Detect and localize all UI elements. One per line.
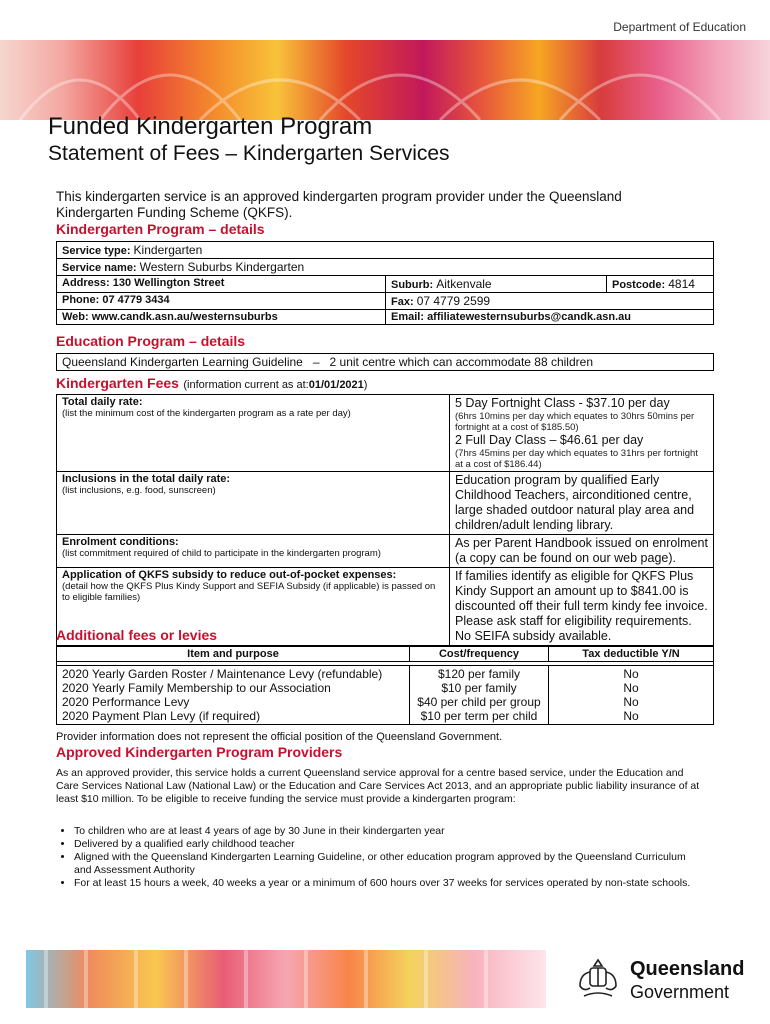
- fax: 07 4779 2599: [416, 294, 491, 308]
- details-section: [56, 241, 714, 325]
- levy-item: 2020 Performance Levy: [62, 695, 190, 709]
- levies-section: [56, 646, 714, 725]
- education-section: [56, 353, 714, 371]
- levy-tax: No: [623, 695, 639, 709]
- fee-note-5day: (6hrs 10mins per day which equates to 30hrs 50mins per fortnight at a cost of $185.50): [455, 411, 695, 433]
- levies-col-tax: Tax deductible Y/N: [549, 647, 714, 662]
- providers-heading: Approved Kindergarten Program Providers: [56, 744, 343, 760]
- providers-list: [56, 825, 706, 890]
- fee-label: Enrolment conditions:: [62, 536, 179, 548]
- fee-value-2day: 2 Full Day Class – $46.61 per day: [455, 433, 644, 447]
- page-subtitle: Statement of Fees – Kindergarten Services: [48, 142, 450, 165]
- fees-note-prefix: (information current as at:: [183, 379, 309, 391]
- provider-bullet: • For at least 15 hours a week, 40 weeks a year or a minimum of 600 hours over 37 weeks for services operated by non-state schools.: [74, 877, 706, 890]
- postcode: 4814: [668, 277, 695, 291]
- fees-heading-row: [56, 375, 367, 393]
- logo-queensland: Queensland: [630, 958, 745, 980]
- levy-tax: No: [623, 681, 639, 695]
- levies-col-cost: Cost/frequency: [410, 647, 549, 662]
- intro-text: This kindergarten service is an approved kindergarten program provider under the Queensland Kindergarten Funding Scheme (QKFS).: [56, 189, 622, 220]
- fee-value-inclusions: Education program by qualified Early Childhood Teachers, airconditioned centre, large shaded outdoor natural play area and children/adult lending library.: [450, 472, 714, 535]
- coat-of-arms-icon: [572, 952, 624, 1004]
- levy-cost: $40 per child per group: [417, 695, 541, 709]
- phone: Phone: 07 4779 3434: [57, 293, 386, 310]
- fees-table: [56, 394, 714, 646]
- levy-cost: $120 per family: [437, 667, 521, 681]
- web: Web: www.candk.asn.au/westernsuburbs: [57, 310, 386, 325]
- fee-label: Application of QKFS subsidy to reduce out-of-pocket expenses:: [62, 569, 397, 581]
- postcode-label: Postcode:: [612, 279, 666, 291]
- suburb-label: Suburb:: [391, 279, 434, 291]
- provider-bullet: • Delivered by a qualified early childhood teacher: [74, 838, 706, 851]
- levy-tax: No: [623, 667, 639, 681]
- service-name: Western Suburbs Kindergarten: [139, 260, 305, 274]
- logo-government: Government: [630, 982, 730, 1002]
- details-table: [56, 241, 714, 325]
- levy-item: 2020 Yearly Family Membership to our Association: [62, 681, 331, 695]
- levy-item: 2020 Yearly Garden Roster / Maintenance Levy (refundable): [62, 667, 383, 681]
- levies-table: [56, 646, 714, 725]
- fee-hint: (list the minimum cost of the kindergarten program as a rate per day): [62, 408, 351, 419]
- service-name-label: Service name:: [62, 262, 137, 274]
- service-type: Kindergarten: [133, 243, 203, 257]
- fees-note-suffix: ): [363, 379, 368, 391]
- levy-cost: $10 per family: [441, 681, 517, 695]
- fee-value-5day: 5 Day Fortnight Class - $37.10 per day: [455, 396, 670, 410]
- education-table: [56, 353, 714, 371]
- provider-bullet: • To children who are at least 4 years of age by 30 June in their kindergarten year: [74, 825, 706, 838]
- fee-hint: (list inclusions, e.g. food, sunscreen): [62, 485, 216, 496]
- fee-note-2day: (7hrs 45mins per day which equates to 31hrs per fortnight at a cost of $186.44): [455, 448, 698, 470]
- department-label: Department of Education: [613, 20, 746, 34]
- fax-label: Fax:: [391, 296, 414, 308]
- providers-text: As an approved provider, this service holds a current Queensland service approval for a centre based service, under the Education and Care Services National Law (National Law) or the Education and Care Services Act 2013, and an appropriate public liability insurance of at least $10 million. To be eligible to receive funding the service must provide a kindergarten program:: [56, 767, 700, 805]
- fee-label: Total daily rate:: [62, 396, 143, 408]
- fees-heading: Kindergarten Fees: [56, 375, 179, 391]
- fees-note-date: 01/01/2021: [308, 379, 364, 391]
- email: Email: affiliatewesternsuburbs@candk.asn.au: [386, 310, 714, 325]
- fee-hint: (detail how the QKFS Plus Kindy Support and SEFIA Subsidy (if applicable) is passed on to eligible families): [62, 581, 436, 603]
- details-heading: Kindergarten Program – details: [56, 221, 265, 237]
- address: Address: 130 Wellington Street: [57, 276, 386, 293]
- disclaimer: Provider information does not represent the official position of the Queensland Government.: [56, 731, 503, 743]
- levy-cost: $10 per term per child: [420, 709, 538, 723]
- page-title: Funded Kindergarten Program: [48, 113, 373, 140]
- footer-banner: [26, 950, 546, 1008]
- education-heading: Education Program – details: [56, 333, 246, 349]
- fee-value-enrolment: As per Parent Handbook issued on enrolment (a copy can be found on our web page).: [450, 535, 714, 568]
- levies-heading: Additional fees or levies: [56, 627, 218, 643]
- intro-block: [56, 189, 696, 237]
- service-type-label: Service type:: [62, 245, 131, 257]
- provider-bullet: • Aligned with the Queensland Kindergarten Learning Guideline, or other education program approved by the Queensland Curriculum and Assessment Authority: [74, 851, 706, 877]
- fee-value-subsidy: If families identify as eligible for QKFS Plus Kindy Support an amount up to $841.00 is discounted off their full term kindy fee invoice. Please ask staff for eligibility requirements. No SEIFA subsidy available.: [450, 568, 714, 646]
- suburb: Aitkenvale: [436, 277, 492, 291]
- levy-tax: No: [623, 709, 639, 723]
- education-text: Queensland Kindergarten Learning Guideline – 2 unit centre which can accommodate 88 children: [57, 354, 714, 371]
- fee-hint: (list commitment required of child to participate in the kindergarten program): [62, 548, 381, 559]
- fee-label: Inclusions in the total daily rate:: [62, 473, 231, 485]
- header-banner: [0, 40, 770, 120]
- fees-section: [56, 394, 714, 646]
- levy-item: 2020 Payment Plan Levy (if required): [62, 709, 261, 723]
- levies-col-item: Item and purpose: [57, 647, 410, 662]
